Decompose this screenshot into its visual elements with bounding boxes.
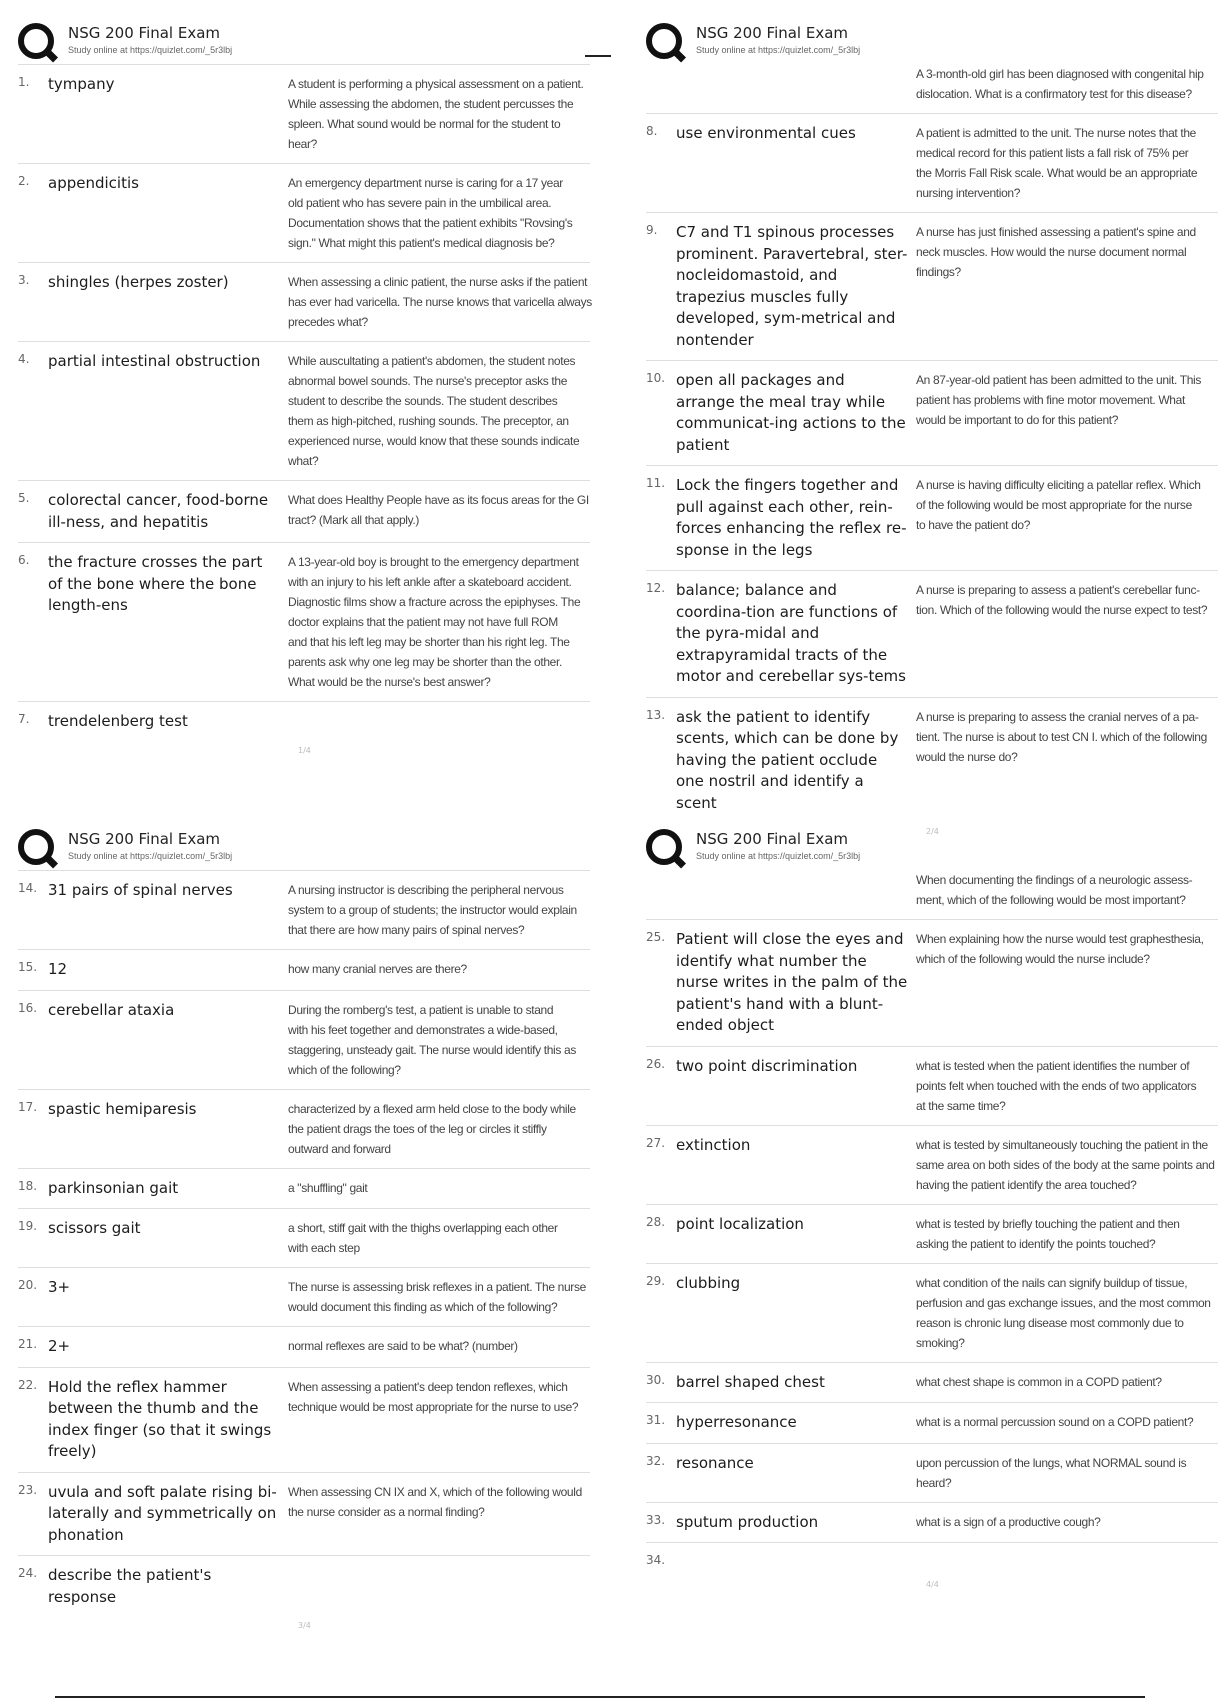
definition-line: nursing intervention? — [916, 186, 1021, 200]
definition-line: having the patient identify the area touched? — [916, 1177, 1137, 1192]
card-term: 3+ — [48, 1278, 71, 1296]
flashcard-row — [646, 1263, 1218, 1362]
page-panel-2 — [646, 20, 1218, 836]
definition-line: When assessing a clinic patient, the nurse asks if the patient — [288, 275, 588, 289]
card-term: cerebellar ataxia — [48, 1000, 175, 1019]
card-term: tympany — [48, 75, 115, 93]
card-number: 19. — [18, 1219, 38, 1233]
definition-line: While assessing the abdomen, the student percusses the — [288, 97, 574, 111]
definition-line: what is tested by simultaneously touching the patient in the — [916, 1137, 1208, 1152]
flashcard-row-continued — [646, 64, 1218, 113]
card-definition — [288, 1377, 590, 1463]
definition-line: normal reflexes are said to be what? (number) — [288, 1339, 518, 1353]
definition-line: spleen. What sound would be normal for the student to — [288, 117, 561, 131]
card-definition — [916, 1453, 1218, 1493]
card-term: balance; balance and coordina-tion are functions of the pyra-midal and extrapyramidal tracts of the motor and cerebellar sys-tems — [676, 581, 906, 685]
card-term: the fracture crosses the part of the bone where the bone length-ens — [48, 553, 263, 614]
definition-line: dislocation. What is a confirmatory test for this disease? — [916, 87, 1192, 101]
definition-line: Diagnostic films show a fracture across the epiphyses. The — [288, 595, 581, 609]
card-term: Hold the reflex hammer between the thumb and the index finger (so that it swings freely) — [48, 1377, 272, 1460]
definition-line: An 87-year-old patient has been admitted to the unit. This — [916, 373, 1202, 387]
card-number: 16. — [18, 1000, 38, 1015]
flashcard-row — [18, 870, 590, 949]
flashcard-row — [18, 990, 590, 1089]
card-number: 2. — [18, 174, 30, 188]
definition-line: has ever had varicella. The nurse knows that varicella always — [288, 295, 592, 309]
definition-line: abnormal bowel sounds. The nurse's preceptor asks the — [288, 374, 568, 388]
card-definition — [916, 475, 1218, 561]
definition-line: would the nurse do? — [916, 749, 1018, 764]
definition-line: A patient is admitted to the unit. The nurse notes that the — [916, 126, 1196, 140]
flashcard-row — [646, 465, 1218, 570]
card-definition — [288, 552, 590, 692]
card-number: 14. — [18, 881, 38, 895]
card-term — [676, 1552, 916, 1567]
card-term: 2+ — [48, 1337, 71, 1355]
page-subtitle: Study online at https://quizlet.com/_5r3lbj — [68, 851, 233, 861]
definition-line: with each step — [288, 1241, 360, 1255]
definition-line: them as high-pitched, rushing sounds. The preceptor, an — [288, 414, 569, 428]
definition-line: A nurse is preparing to assess a patient's cerebellar func- — [916, 583, 1200, 597]
card-number: 26. — [646, 1056, 666, 1071]
definition-line: findings? — [916, 265, 961, 279]
card-number: 34. — [646, 1553, 666, 1567]
definition-line: parents ask why one leg may be shorter than the other. — [288, 655, 562, 669]
card-definition — [288, 1482, 590, 1547]
page-title: NSG 200 Final Exam — [696, 830, 849, 848]
card-number: 15. — [18, 960, 38, 974]
card-term — [676, 64, 916, 104]
flashcard-row — [646, 570, 1218, 697]
flashcard-row — [18, 262, 590, 341]
definition-line: would be important to do for this patient? — [916, 413, 1119, 427]
card-definition — [288, 880, 590, 940]
flashcard-row — [18, 1208, 590, 1267]
quizlet-logo-icon — [18, 23, 54, 59]
definition-line: What would be the nurse's best answer? — [288, 675, 491, 689]
card-term: use environmental cues — [676, 124, 856, 142]
flashcard-row — [18, 1555, 590, 1617]
card-definition — [916, 1412, 1218, 1434]
card-number: 30. — [646, 1372, 666, 1387]
definition-line: outward and forward — [288, 1141, 391, 1156]
definition-line: system to a group of students; the instructor would explain — [288, 903, 577, 917]
card-number — [646, 870, 676, 910]
card-number: 10. — [646, 371, 666, 385]
page-panel-4 — [646, 826, 1218, 1626]
card-definition — [916, 123, 1218, 203]
card-definition — [288, 1277, 590, 1317]
flashcard-row — [646, 697, 1218, 824]
definition-line: While auscultating a patient's abdomen, the student notes — [288, 354, 576, 368]
definition-line: A nurse is preparing to assess the cranial nerves of a pa- — [916, 709, 1199, 724]
definition-line: heard? — [916, 1475, 952, 1490]
flashcard-row — [646, 1046, 1218, 1125]
definition-line: of the following would be most appropriate for the nurse — [916, 498, 1192, 512]
flashcard-row — [18, 341, 590, 480]
card-term: two point discrimination — [676, 1056, 858, 1075]
page-subtitle: Study online at https://quizlet.com/_5r3lbj — [696, 851, 861, 861]
page-panel-3 — [18, 826, 590, 1630]
card-number: 8. — [646, 124, 658, 138]
definition-line: An emergency department nurse is caring for a 17 year — [288, 176, 563, 190]
card-term: C7 and T1 spinous processes prominent. Paravertebral, ster-nocleidomastoid, and trapezius muscles fully developed, sym-metrical and nontender — [676, 223, 908, 349]
definition-line: neck muscles. How would the nurse document normal — [916, 245, 1187, 259]
card-definition — [916, 870, 1218, 910]
definition-line: to have the patient do? — [916, 518, 1031, 532]
definition-line: perfusion and gas exchange issues, and the most common — [916, 1295, 1211, 1310]
card-term: appendicitis — [48, 174, 139, 192]
definition-line: smoking? — [916, 1335, 965, 1350]
definition-line: student to describe the sounds. The student describes — [288, 394, 558, 408]
page-number: 3/4 — [298, 1621, 311, 1630]
card-number: 11. — [646, 476, 666, 490]
card-definition — [288, 490, 590, 533]
card-term: colorectal cancer, food-borne ill-ness, and hepatitis — [48, 491, 269, 531]
definition-line: hear? — [288, 137, 317, 151]
definition-line: the nurse consider as a normal finding? — [288, 1504, 485, 1519]
definition-line: what is a sign of a productive cough? — [916, 1514, 1101, 1529]
flashcard-row — [646, 1542, 1218, 1576]
card-term: point localization — [676, 1214, 804, 1233]
card-term: ask the patient to identify scents, which can be done by having the patient occlude one nostril and identify a scent — [676, 707, 899, 812]
card-number: 25. — [646, 930, 666, 944]
card-number: 13. — [646, 707, 666, 722]
card-term: open all packages and arrange the meal tray while communicat-ing actions to the patient — [676, 371, 906, 454]
card-term: resonance — [676, 1453, 754, 1472]
card-definition — [916, 222, 1218, 351]
definition-line: the patient drags the toes of the leg or circles it stiffly — [288, 1121, 547, 1136]
definition-line: what is tested when the patient identifies the number of — [916, 1058, 1190, 1073]
definition-line: When documenting the findings of a neurologic assess- — [916, 873, 1193, 887]
definition-line: points felt when touched with the ends of two applicators — [916, 1078, 1197, 1093]
definition-line: that there are how many pairs of spinal nerves? — [288, 923, 525, 937]
card-number: 1. — [18, 75, 30, 89]
definition-line: reason is chronic lung disease most commonly due to — [916, 1315, 1184, 1330]
definition-line: technique would be most appropriate for the nurse to use? — [288, 1399, 579, 1414]
card-term: describe the patient's response — [48, 1566, 212, 1606]
card-term: sputum production — [676, 1512, 819, 1531]
card-definition — [916, 707, 1218, 815]
card-definition — [288, 1218, 590, 1258]
definition-line: a short, stiff gait with the thighs overlapping each other — [288, 1221, 558, 1235]
card-number: 31. — [646, 1413, 666, 1427]
definition-line: same area on both sides of the body at the same points and — [916, 1157, 1215, 1172]
flashcard-row — [646, 113, 1218, 212]
footer-divider — [55, 1696, 1145, 1698]
flashcard-row — [18, 1267, 590, 1326]
flashcard-row — [646, 1402, 1218, 1443]
definition-line: A nurse is having difficulty eliciting a patellar reflex. Which — [916, 478, 1201, 492]
definition-line: with an injury to his left ankle after a skateboard accident. — [288, 575, 572, 589]
card-term: uvula and soft palate rising bi-laterally and symmetrically on phonation — [48, 1482, 277, 1544]
card-definition — [916, 929, 1218, 1037]
definition-line: how many cranial nerves are there? — [288, 962, 467, 976]
flashcard-row — [646, 919, 1218, 1046]
definition-line: upon percussion of the lungs, what NORMAL sound is — [916, 1455, 1187, 1470]
page-number: 2/4 — [926, 827, 939, 836]
definition-line: A nursing instructor is describing the peripheral nervous — [288, 883, 564, 897]
flashcard-row-continued — [646, 870, 1218, 919]
definition-line: ment, which of the following would be most important? — [916, 893, 1186, 907]
flashcard-row — [18, 480, 590, 542]
definition-line: When assessing a patient's deep tendon reflexes, which — [288, 1379, 568, 1394]
card-definition — [916, 1273, 1218, 1353]
card-definition — [288, 173, 590, 253]
card-definition — [916, 1135, 1218, 1195]
card-term: parkinsonian gait — [48, 1178, 179, 1197]
flashcard-list — [646, 870, 1218, 1576]
flashcard-row — [18, 163, 590, 262]
card-definition — [916, 64, 1218, 104]
card-definition — [916, 1214, 1218, 1254]
card-definition — [288, 272, 592, 332]
flashcard-row — [646, 1125, 1218, 1204]
definition-line: medical record for this patient lists a fall risk of 75% per — [916, 146, 1189, 160]
card-term: extinction — [676, 1135, 751, 1154]
flashcard-row — [18, 1089, 590, 1168]
page-header — [18, 826, 590, 870]
definition-line: A student is performing a physical assessment on a patient. — [288, 77, 584, 91]
flashcard-list — [18, 64, 590, 742]
card-number — [646, 64, 676, 104]
flashcard-row — [646, 1443, 1218, 1502]
card-definition — [916, 370, 1218, 456]
card-term: scissors gait — [48, 1219, 141, 1237]
flashcard-row — [646, 360, 1218, 465]
card-number: 33. — [646, 1512, 666, 1527]
card-term — [676, 870, 916, 910]
definition-line: would document this finding as which of the following? — [288, 1300, 558, 1314]
definition-line: Documentation shows that the patient exhibits "Rovsing's — [288, 216, 573, 230]
definition-line: tract? (Mark all that apply.) — [288, 513, 420, 527]
card-number: 22. — [18, 1377, 38, 1392]
card-definition — [288, 711, 590, 733]
definition-line: a "shuffling" gait — [288, 1180, 368, 1195]
flashcard-row — [646, 1204, 1218, 1263]
flashcard-row — [646, 1502, 1218, 1543]
definition-line: old patient who has severe pain in the umbilical area. — [288, 196, 552, 210]
quizlet-logo-icon — [646, 829, 682, 865]
definition-line: the Morris Fall Risk scale. What would be an appropriate — [916, 166, 1198, 180]
card-term: hyperresonance — [676, 1413, 797, 1431]
definition-line: staggering, unsteady gait. The nurse would identify this as — [288, 1042, 576, 1057]
page-number: 4/4 — [926, 1580, 939, 1589]
separator-dash — [585, 55, 611, 57]
definition-line: tient. The nurse is about to test CN I. which of the following — [916, 729, 1207, 744]
card-definition — [916, 580, 1218, 688]
definition-line: tion. Which of the following would the nurse expect to test? — [916, 603, 1208, 617]
card-term: clubbing — [676, 1273, 741, 1292]
flashcard-row — [18, 1472, 590, 1556]
definition-line: A 13-year-old boy is brought to the emergency department — [288, 555, 579, 569]
flashcard-row — [18, 949, 590, 990]
flashcard-row — [18, 1168, 590, 1209]
card-term: shingles (herpes zoster) — [48, 273, 229, 291]
card-definition — [916, 1372, 1218, 1394]
flashcard-row — [646, 1362, 1218, 1403]
flashcard-row — [18, 701, 590, 742]
quizlet-logo-icon — [18, 829, 54, 865]
definition-line: what chest shape is common in a COPD patient? — [916, 1374, 1162, 1389]
card-number: 18. — [18, 1178, 38, 1193]
page-header — [646, 826, 1218, 870]
definition-line: doctor explains that the patient may not have full ROM — [288, 615, 558, 629]
card-number: 32. — [646, 1453, 666, 1468]
card-definition — [288, 351, 590, 471]
card-term: barrel shaped chest — [676, 1372, 825, 1391]
definition-line: characterized by a flexed arm held close to the body while — [288, 1101, 576, 1116]
card-number: 9. — [646, 223, 658, 237]
card-number: 12. — [646, 581, 666, 595]
card-term: partial intestinal obstruction — [48, 352, 261, 370]
definition-line: at the same time? — [916, 1098, 1006, 1113]
definition-line: asking the patient to identify the points touched? — [916, 1236, 1156, 1251]
page-header — [18, 20, 590, 64]
definition-line: which of the following would the nurse include? — [916, 952, 1150, 966]
definition-line: and that his left leg may be shorter than his right leg. The — [288, 635, 570, 649]
card-number: 29. — [646, 1273, 666, 1288]
card-definition — [288, 1000, 590, 1080]
flashcard-row — [18, 542, 590, 701]
card-definition — [916, 1552, 1218, 1567]
definition-line: When explaining how the nurse would test graphesthesia, — [916, 932, 1204, 946]
card-definition — [288, 1178, 590, 1200]
card-number: 20. — [18, 1278, 38, 1292]
definition-line: A nurse has just finished assessing a patient's spine and — [916, 225, 1196, 239]
card-term: 31 pairs of spinal nerves — [48, 881, 233, 899]
card-definition — [288, 1565, 590, 1608]
card-number: 28. — [646, 1214, 666, 1229]
page-number: 1/4 — [298, 745, 311, 755]
card-definition — [916, 1512, 1218, 1534]
definition-line: When assessing CN IX and X, which of the following would — [288, 1484, 582, 1499]
card-number: 23. — [18, 1482, 38, 1497]
definition-line: precedes what? — [288, 315, 368, 329]
page-header — [646, 20, 1218, 64]
definition-line: What does Healthy People have as its focus areas for the GI — [288, 493, 589, 507]
card-number: 3. — [18, 273, 30, 287]
quizlet-logo-icon — [646, 23, 682, 59]
flashcard-row — [18, 1367, 590, 1472]
card-number: 7. — [18, 712, 30, 726]
flashcard-row — [646, 212, 1218, 360]
card-number: 6. — [18, 553, 30, 567]
card-number: 4. — [18, 352, 30, 366]
card-definition — [916, 1056, 1218, 1116]
definition-line: experienced nurse, would know that these sounds indicate — [288, 434, 580, 448]
card-term: Patient will close the eyes and identify what number the nurse writes in the palm of the patient's hand with a blunt-ended object — [676, 930, 908, 1034]
definition-line: A 3-month-old girl has been diagnosed with congenital hip — [916, 67, 1204, 81]
flashcard-list — [18, 870, 590, 1617]
card-definition — [288, 1336, 590, 1358]
definition-line: what is a normal percussion sound on a COPD patient? — [916, 1415, 1194, 1429]
flashcard-list — [646, 64, 1218, 823]
card-term: spastic hemiparesis — [48, 1099, 197, 1118]
card-number: 27. — [646, 1135, 666, 1150]
page-subtitle: Study online at https://quizlet.com/_5r3lbj — [68, 45, 233, 55]
definition-line: The nurse is assessing brisk reflexes in a patient. The nurse — [288, 1280, 586, 1294]
definition-line: During the romberg's test, a patient is unable to stand — [288, 1002, 554, 1017]
card-term: 12 — [48, 960, 68, 978]
flashcard-row — [18, 64, 590, 163]
card-term: trendelenberg test — [48, 712, 188, 730]
definition-line: with his feet together and demonstrates a wide-based, — [288, 1022, 558, 1037]
card-number: 24. — [18, 1566, 38, 1580]
definition-line: what? — [288, 454, 319, 468]
card-number: 5. — [18, 491, 30, 505]
definition-line: patient has problems with fine motor movement. What — [916, 393, 1185, 407]
page-title: NSG 200 Final Exam — [696, 24, 849, 42]
card-number: 21. — [18, 1337, 38, 1351]
page-subtitle: Study online at https://quizlet.com/_5r3lbj — [696, 45, 861, 55]
page-title: NSG 200 Final Exam — [68, 24, 221, 42]
card-definition — [288, 959, 590, 981]
definition-line: sign." What might this patient's medical diagnosis be? — [288, 236, 555, 250]
definition-line: what is tested by briefly touching the patient and then — [916, 1216, 1180, 1231]
card-term: Lock the fingers together and pull against each other, rein-forces enhancing the reflex re-sponse in the legs — [676, 476, 907, 559]
page-panel-1 — [18, 20, 590, 820]
definition-line: what condition of the nails can signify buildup of tissue, — [916, 1275, 1188, 1290]
card-number: 17. — [18, 1099, 38, 1114]
page-title: NSG 200 Final Exam — [68, 830, 221, 848]
flashcard-row — [18, 1326, 590, 1367]
definition-line: which of the following? — [288, 1062, 401, 1077]
card-definition — [288, 1099, 590, 1159]
card-definition — [288, 74, 590, 154]
